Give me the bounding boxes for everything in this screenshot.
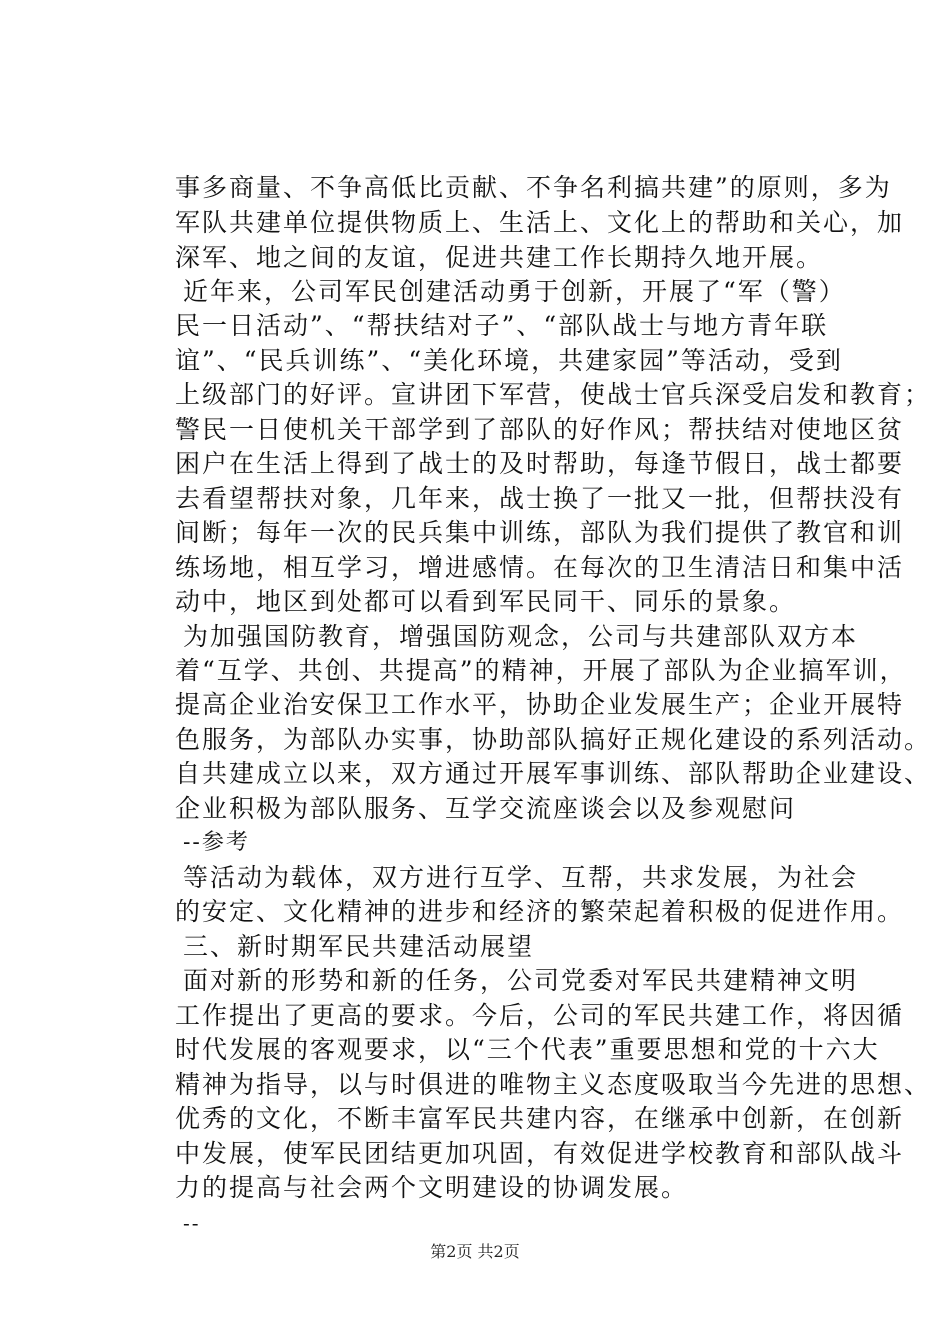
- text-line: 提高企业治安保卫工作水平，协助企业发展生产；企业开展特: [175, 690, 905, 719]
- text-line: 中发展，使军民团结更加巩固，有效促进学校教育和部队战斗: [175, 1139, 905, 1168]
- text-line: 警民一日使机关干部学到了部队的好作风；帮扶结对使地区贫: [175, 415, 905, 444]
- text-line: 时代发展的客观要求，以“三个代表”重要思想和党的十六大: [175, 1035, 880, 1064]
- text-line: 企业积极为部队服务、互学交流座谈会以及参观慰问: [175, 794, 797, 823]
- end-marker: --: [183, 1211, 201, 1235]
- paragraph-start-line: 面对新的形势和新的任务，公司党委对军民共建精神文明: [183, 966, 859, 995]
- paragraph-start-line: [183, 275, 846, 309]
- text-line: 军队共建单位提供物质上、生活上、文化上的帮助和关心，加: [175, 208, 905, 237]
- paragraph-start-line: 为加强国防教育，增强国防观念，公司与共建部队双方本: [183, 622, 859, 651]
- text-span: 近年来，公司军民创建活动勇于创新，开展了“军（警）: [183, 277, 846, 306]
- text-line: 力的提高与社会两个文明建设的协调发展。: [175, 1173, 689, 1202]
- text-line: 优秀的文化，不断丰富军民共建内容，在继承中创新，在创新: [175, 1104, 905, 1133]
- text-line: 练场地，相互学习，增进感情。在每次的卫生清洁日和集中活: [175, 553, 905, 582]
- text-line: 困户在生活上得到了战士的及时帮助，每逢节假日，战士都要: [175, 449, 905, 478]
- text-line: 工作提出了更高的要求。今后，公司的军民共建工作，将因循: [175, 1001, 905, 1030]
- reference-marker: --参考: [183, 830, 250, 855]
- page-footer: 第2页 共2页: [430, 1242, 520, 1261]
- text-line: 深军、地之间的友谊，促进共建工作长期持久地开展。: [175, 243, 824, 272]
- text-line: 自共建成立以来，双方通过开展军事训练、部队帮助企业建设、: [175, 759, 932, 788]
- paragraph-start-line: 等活动为载体，双方进行互学、互帮，共求发展，为社会: [183, 863, 859, 892]
- text-line: 事多商量、不争高低比贡献、不争名利搞共建”的原则，多为: [175, 173, 892, 202]
- text-line: 民一日活动”、“帮扶结对子”、“部队战士与地方青年联: [175, 311, 829, 340]
- text-line: 着“互学、共创、共提高”的精神，开展了部队为企业搞军训，: [175, 656, 907, 685]
- text-line: 去看望帮扶对象，几年来，战士换了一批又一批，但帮扶没有: [175, 484, 905, 513]
- text-line: 的安定、文化精神的进步和经济的繁荣起着积极的促进作用。: [175, 897, 905, 926]
- section-heading: 三、新时期军民共建活动展望: [183, 932, 535, 961]
- text-line: 谊”、“民兵训练”、“美化环境，共建家园”等活动，受到: [175, 346, 843, 375]
- text-line: 间断；每年一次的民兵集中训练，部队为我们提供了教官和训: [175, 518, 905, 547]
- text-line: 上级部门的好评。宣讲团下军营，使战士官兵深受启发和教育；: [175, 380, 932, 409]
- text-line: 精神为指导，以与时俱进的唯物主义态度吸取当今先进的思想、: [175, 1070, 932, 1099]
- text-line: 动中，地区到处都可以看到军民同干、同乐的景象。: [175, 587, 797, 616]
- text-line: 色服务，为部队办实事，协助部队搞好正规化建设的系列活动。: [175, 725, 932, 754]
